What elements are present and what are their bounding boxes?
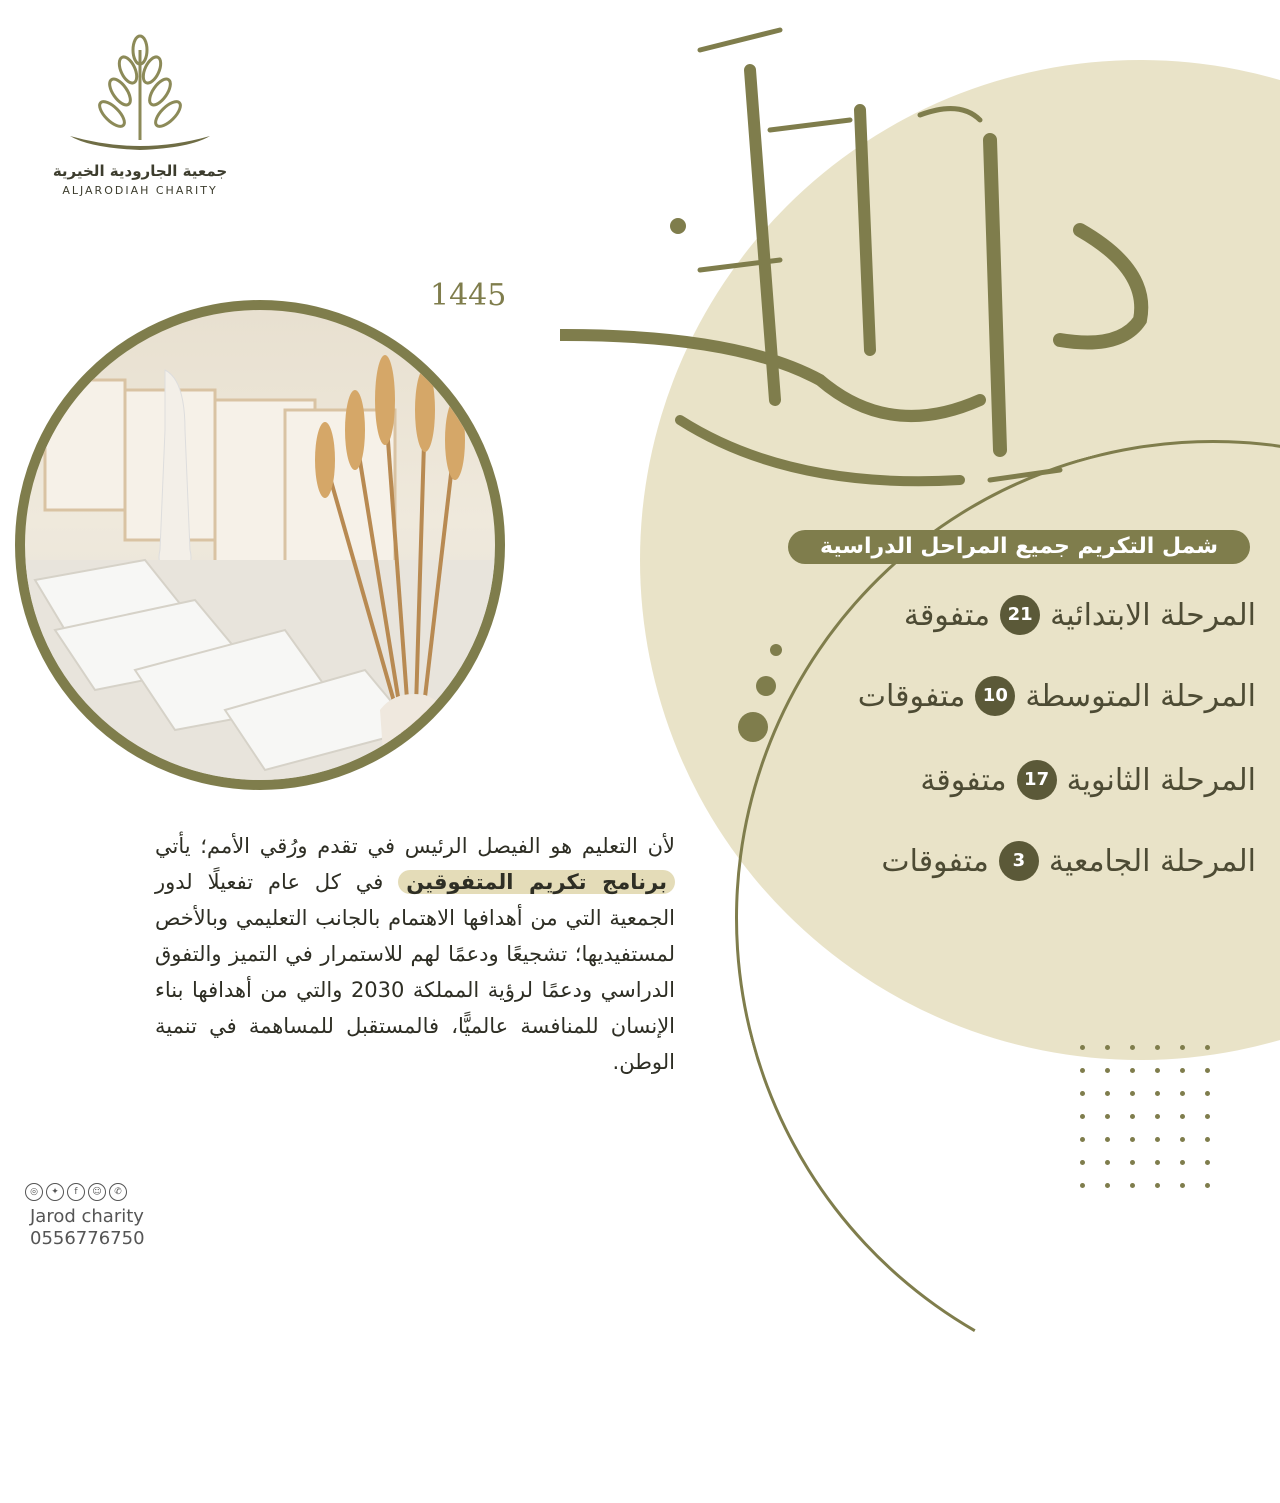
logo-english-name: ALJARODIAH CHARITY: [62, 184, 218, 197]
grid-dot: [1130, 1137, 1135, 1142]
grid-dot: [1205, 1045, 1210, 1050]
grid-dot: [1180, 1045, 1185, 1050]
grid-dot: [1105, 1137, 1110, 1142]
stage-label: متفوقات: [881, 843, 989, 879]
twitter-icon[interactable]: ✦: [46, 1183, 64, 1201]
stage-count-badge: 17: [1017, 760, 1057, 800]
grid-dot: [1155, 1045, 1160, 1050]
grid-dot: [1080, 1183, 1085, 1188]
grid-dot: [1205, 1114, 1210, 1119]
decor-dot: [770, 644, 782, 656]
stage-name: المرحلة المتوسطة: [1025, 678, 1256, 714]
stage-count-badge: 10: [975, 676, 1015, 716]
grid-dot: [1205, 1160, 1210, 1165]
grid-dot: [1180, 1114, 1185, 1119]
whatsapp-icon[interactable]: ✆: [109, 1183, 127, 1201]
paragraph-part2: في كل عام تفعيلًا لدور الجمعية التي من أهدافها الاهتمام بالجانب التعليمي وبالأخص لمستفيديها؛ تشجيعًا ودعمًا لهم للاستمرار في التميز والتفوق الدراسي ودعمًا لرؤية المملكة 2030 والتي من أهدافها بناء الإنسان للمنافسة عالميًّا، فالمستقبل للمساهمة في تنمية الوطن.: [155, 870, 675, 1074]
charity-logo: [40, 30, 240, 200]
stage-name: المرحلة الثانوية: [1066, 762, 1256, 798]
grid-dot: [1105, 1160, 1110, 1165]
grid-dot: [1080, 1068, 1085, 1073]
stage-name: المرحلة الجامعية: [1048, 843, 1256, 879]
grid-dot: [1155, 1114, 1160, 1119]
grid-dot: [1155, 1068, 1160, 1073]
grid-dot: [1180, 1068, 1185, 1073]
stage-row-intermediate: [800, 671, 1256, 721]
grid-dot: [1205, 1183, 1210, 1188]
grid-dot: [1105, 1068, 1110, 1073]
wheat-logo-icon: [40, 30, 240, 160]
instagram-icon[interactable]: ◎: [25, 1183, 43, 1201]
grid-dot: [1080, 1045, 1085, 1050]
stage-label: متفوقة: [920, 762, 1007, 798]
grid-dot: [1155, 1160, 1160, 1165]
grid-dot: [1205, 1137, 1210, 1142]
grid-dot: [1155, 1183, 1160, 1188]
grid-dot: [1180, 1091, 1185, 1096]
grid-dot: [1130, 1183, 1135, 1188]
stage-row-university: [800, 836, 1256, 886]
grid-dot: [1105, 1183, 1110, 1188]
grid-dot: [1180, 1137, 1185, 1142]
grid-dot: [1180, 1160, 1185, 1165]
grid-dot: [1105, 1091, 1110, 1096]
stages-pill: شمل التكريم جميع المراحل الدراسية: [788, 530, 1250, 564]
social-icons: [25, 1183, 127, 1201]
title-calligraphy: [560, 20, 1200, 520]
grid-dot: [1105, 1045, 1110, 1050]
grid-dot: [1130, 1160, 1135, 1165]
grid-dot: [1205, 1091, 1210, 1096]
facebook-icon[interactable]: f: [67, 1183, 85, 1201]
stage-label: متفوقات: [857, 678, 966, 714]
year-label: 1445: [430, 278, 507, 313]
decor-dot: [756, 676, 776, 696]
stage-row-primary: [800, 590, 1256, 640]
stage-row-secondary: [800, 755, 1256, 805]
grid-dot: [1155, 1091, 1160, 1096]
footer-handle: Jarod charity: [30, 1206, 144, 1227]
grid-dot: [1130, 1068, 1135, 1073]
wheat-photo-icon: [25, 310, 495, 780]
grid-dot: [1180, 1183, 1185, 1188]
grid-dot: [1130, 1114, 1135, 1119]
grid-dot: [1080, 1114, 1085, 1119]
snapchat-icon[interactable]: ☺: [88, 1183, 106, 1201]
grid-dot: [1105, 1114, 1110, 1119]
logo-arabic-name: جمعية الجارودية الخيرية: [52, 162, 228, 180]
grid-dot: [1080, 1160, 1085, 1165]
paragraph-part1: لأن التعليم هو الفيصل الرئيس في تقدم ورُقي الأمم؛ يأتي: [155, 834, 675, 858]
grid-dot: [1130, 1091, 1135, 1096]
program-highlight: برنامج تكريم المتفوقين: [398, 870, 675, 894]
stage-count-badge: 21: [1000, 595, 1040, 635]
decor-dot: [738, 712, 768, 742]
description-paragraph: [155, 828, 675, 1080]
grid-dot: [1080, 1137, 1085, 1142]
grid-dot: [1155, 1137, 1160, 1142]
grid-dot: [1130, 1045, 1135, 1050]
stage-name: المرحلة الابتدائية: [1050, 597, 1256, 633]
footer-phone: 0556776750: [30, 1228, 145, 1249]
photo-circle: [15, 300, 505, 790]
stage-count-badge: 3: [999, 841, 1039, 881]
grid-dot: [1080, 1091, 1085, 1096]
stage-label: متفوقة: [903, 597, 991, 633]
grid-dot: [1205, 1068, 1210, 1073]
